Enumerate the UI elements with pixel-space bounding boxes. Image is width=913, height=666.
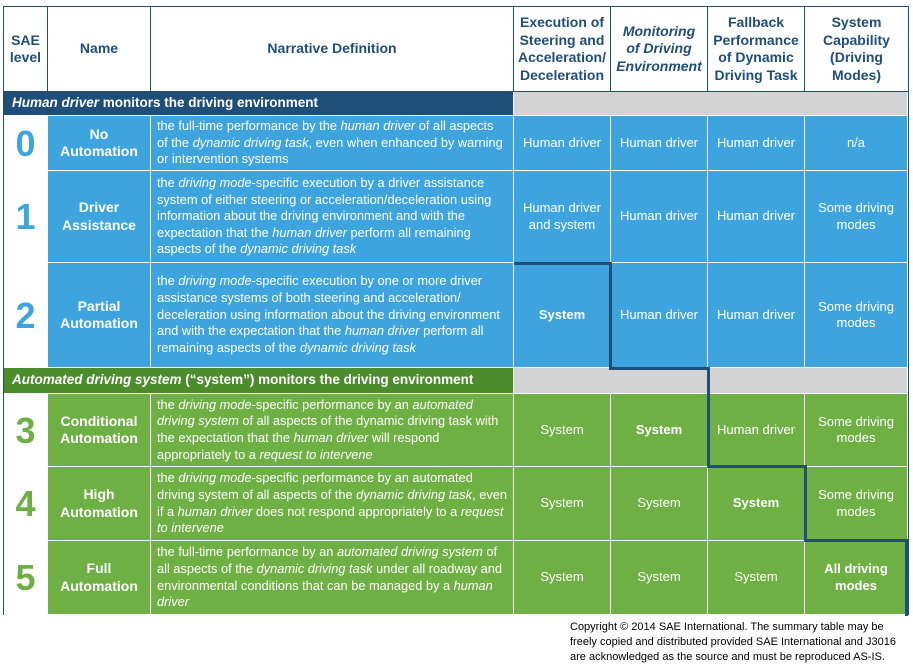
name-3: Conditional Automation — [48, 394, 151, 467]
def4-t0: the — [157, 470, 179, 486]
header-name: Name — [48, 7, 151, 92]
fallback-3: Human driver — [708, 394, 805, 467]
exec-0: Human driver — [514, 116, 611, 171]
def3-t3: automated driving system — [157, 396, 473, 429]
definition-0 — [151, 116, 514, 171]
def0-t3: dynamic driving task — [192, 134, 309, 150]
def4-t2: -specific performance by an automated driving system of all aspects of the — [157, 470, 473, 502]
band-system-monitors — [4, 368, 514, 394]
monitor-4: System — [611, 467, 708, 541]
monitor-0: Human driver — [611, 116, 708, 171]
def1-t3: human driver — [272, 224, 347, 240]
level-3: 3 — [4, 394, 48, 467]
band-human-part2: monitors the driving environment — [99, 95, 319, 111]
level-5: 5 — [4, 541, 48, 615]
header-monitoring: Monitoring of Driving Environment — [611, 7, 708, 92]
def4-t7: request to intervene — [157, 503, 504, 536]
band-system-part1: Automated driving system — [12, 372, 182, 388]
def4-t4: , even if a — [157, 486, 507, 519]
header-execution: Execution of Steering and Acceleration/ Deceleration — [514, 7, 611, 92]
def1-t1: driving mode — [178, 174, 252, 190]
header-level: SAE level — [4, 7, 48, 92]
monitor-1: Human driver — [611, 171, 708, 263]
band-human-part1: Human driver — [12, 95, 100, 111]
def3-t5: human driver — [293, 430, 369, 445]
def2-t0: the — [157, 273, 179, 289]
header-capability: System Capability (Driving Modes) — [805, 7, 908, 92]
def1-t4: perform all remaining aspects of the — [157, 224, 471, 257]
def5-t1: automated driving system — [336, 544, 483, 560]
def1-t0: the — [157, 174, 179, 190]
boundary-line-v2 — [707, 367, 710, 468]
capability-2: Some driving modes — [805, 263, 908, 368]
def1-t5: dynamic driving task — [240, 241, 357, 257]
def5-t3: dynamic driving task — [256, 560, 373, 576]
def0-t4: , even when enhanced by warning or intervention systems — [157, 134, 503, 167]
capability-3: Some driving modes — [805, 394, 908, 467]
band-system-gray — [514, 368, 908, 394]
exec-1: Human driver and system — [514, 171, 611, 263]
boundary-line-h4 — [804, 539, 908, 542]
def4-t6: does not respond appropriately to a — [252, 503, 461, 519]
name-0: No Automation — [48, 116, 151, 171]
definition-5 — [151, 541, 514, 615]
level-0: 0 — [4, 116, 48, 171]
copyright-notice: Copyright © 2014 SAE International. The summary table may be freely copied and distributed provided SAE International and J3016 are acknowledged as the source and must be reproduced AS-IS. — [570, 621, 896, 663]
definition-4 — [151, 467, 514, 541]
capability-1: Some driving modes — [805, 171, 908, 263]
definition-1 — [151, 171, 514, 263]
def4-t5: human driver — [177, 503, 253, 519]
def2-t2: -specific execution by one or more driver assistance systems of both steering and acceleration/ deceleration using information about the driving environment and with the expectation that the — [157, 273, 500, 339]
monitor-2: Human driver — [611, 263, 708, 368]
exec-5: System — [514, 541, 611, 615]
def3-t2: -specific performance by an — [251, 396, 413, 412]
level-1: 1 — [4, 171, 48, 263]
def3-t0: the — [157, 396, 179, 412]
fallback-1: Human driver — [708, 171, 805, 263]
definition-2 — [151, 263, 514, 368]
boundary-line-h1 — [514, 262, 611, 265]
def5-t2: of all aspects of the — [157, 544, 497, 576]
exec-3: System — [514, 394, 611, 467]
def3-t6: will respond appropriately to a — [157, 430, 440, 462]
fallback-5: System — [708, 541, 805, 615]
def3-t7: request to intervene — [259, 446, 373, 462]
monitor-5: System — [611, 541, 708, 615]
fallback-0: Human driver — [708, 116, 805, 171]
header-fallback: Fallback Performance of Dynamic Driving Task — [708, 7, 805, 92]
boundary-line-v3 — [804, 465, 807, 542]
boundary-line-h3 — [707, 465, 807, 468]
boundary-line-h2 — [609, 367, 709, 370]
def0-t0: the full-time performance by the — [157, 118, 341, 134]
fallback-2: Human driver — [708, 263, 805, 368]
band-human-gray — [514, 92, 908, 116]
def4-t3: dynamic driving task — [356, 486, 473, 502]
def5-t4: under all roadway and environmental conditions that can be managed by a — [157, 560, 503, 593]
exec-4: System — [514, 467, 611, 541]
band-human-monitors — [4, 92, 514, 116]
def3-t4: of all aspects of the dynamic driving task with the expectation that the — [157, 413, 499, 445]
capability-5: All driving modes — [805, 541, 908, 615]
def2-t5: dynamic driving task — [299, 339, 416, 355]
boundary-line-v4 — [905, 539, 908, 616]
definition-3 — [151, 394, 514, 467]
monitor-3: System — [611, 394, 708, 467]
boundary-line-v1 — [609, 262, 612, 369]
fallback-4: System — [708, 467, 805, 541]
def4-t1: driving mode — [178, 470, 252, 486]
def2-t3: human driver — [344, 323, 420, 339]
def1-t2: -specific execution by a driver assistance system of either steering or acceleration/deceleration using information about the driving environment and with the expectation that the — [157, 174, 492, 240]
def0-t1: human driver — [340, 118, 416, 134]
def3-t1: driving mode — [178, 396, 252, 412]
header-definition: Narrative Definition — [151, 7, 514, 92]
def5-t0: the full-time performance by an — [157, 544, 337, 560]
name-1: Driver Assistance — [48, 171, 151, 263]
def0-t2: of all aspects of the — [157, 118, 494, 150]
def2-t1: driving mode — [178, 273, 252, 289]
level-4: 4 — [4, 467, 48, 541]
def5-t5: human driver — [157, 577, 493, 610]
name-5: Full Automation — [48, 541, 151, 615]
capability-0: n/a — [805, 116, 908, 171]
band-system-part2: (“system”) monitors the driving environment — [181, 372, 474, 388]
name-4: High Automation — [48, 467, 151, 541]
sae-levels-table — [3, 6, 909, 615]
capability-4: Some driving modes — [805, 467, 908, 541]
def2-t4: perform all remaining aspects of the — [157, 323, 484, 355]
level-2: 2 — [4, 263, 48, 368]
name-2: Partial Automation — [48, 263, 151, 368]
exec-2: System — [514, 263, 611, 368]
